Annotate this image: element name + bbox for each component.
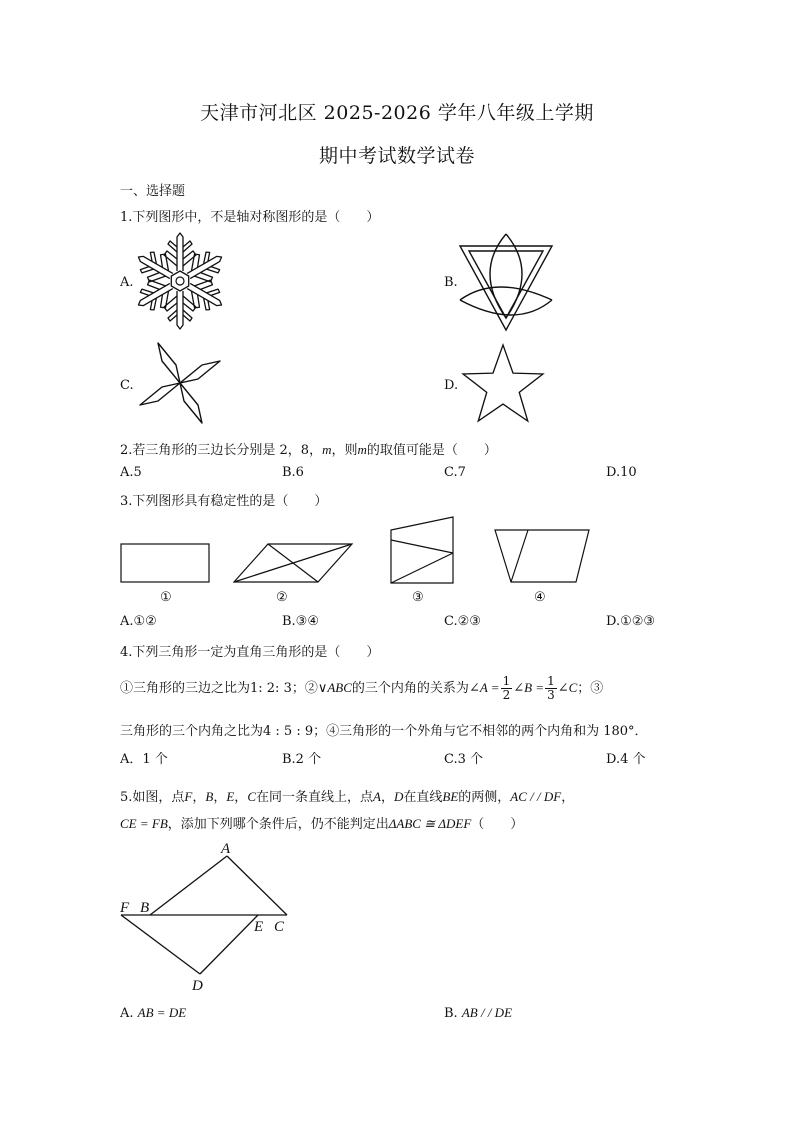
q3-option-b: B.③④ bbox=[282, 614, 319, 629]
q3-option-d: D.①②③ bbox=[606, 614, 656, 629]
q5-line-1: 5.如图，点F，B，E，C在同一条直线上，点A，D在直线BE的两侧，AC / / DF， bbox=[120, 789, 575, 805]
q5-diagram-label-a: A bbox=[221, 841, 231, 857]
q5-diagram-label-d: D bbox=[192, 978, 203, 994]
q2-stem-c: 的取值可能是（ ） bbox=[366, 443, 497, 458]
q5-option-a bbox=[120, 1005, 186, 1021]
q5-line1-c: 在直线 bbox=[403, 790, 443, 805]
q5-point-b: B bbox=[205, 789, 214, 804]
q5-relation-ac-parallel-df: AC / / DF bbox=[510, 789, 562, 804]
q5-diagram-label-f: F bbox=[120, 900, 130, 916]
q5-point-c: C bbox=[247, 789, 256, 804]
q3-figure-label-3: ③ bbox=[412, 590, 424, 605]
q3-figure-label-1: ① bbox=[160, 590, 172, 605]
q2-stem-b: ，则 bbox=[331, 443, 358, 458]
q3-figure-label-4: ④ bbox=[534, 590, 546, 605]
q5-option-b-label: B. bbox=[444, 1006, 458, 1021]
q5-segment-be: BE bbox=[442, 789, 459, 804]
q4-angle-b: ∠B = bbox=[513, 680, 545, 695]
q4-angle-c: ∠C bbox=[557, 680, 578, 695]
q1-stem: 1.下列图形中，不是轴对称图形的是（ ） bbox=[120, 210, 380, 225]
q5-congruence: ΔABC ≅ ΔDEF bbox=[388, 816, 472, 831]
q4-condition-line-2: 三角形的三个内角之比为4 : 5 : 9；④三角形的一个外角与它不相邻的两个内角和为 180°． bbox=[120, 724, 648, 739]
q4-triangle-abc: ∨ABC bbox=[317, 680, 352, 695]
q2-option-b: B.6 bbox=[282, 465, 304, 480]
q5-line2-b: （ ） bbox=[471, 817, 524, 832]
title-line-1: 天津市河北区 2025-2026 学年八年级上学期 bbox=[200, 102, 594, 124]
q5-line1-a: 5.如图，点 bbox=[120, 790, 185, 805]
q5-option-b-math: AB / / DE bbox=[461, 1005, 513, 1020]
q4-line1-b: 的三个内角的关系为 bbox=[351, 681, 469, 696]
q4-option-d: D.4 个 bbox=[606, 752, 646, 767]
q5-relation-ce-eq-fb: CE = FB bbox=[120, 816, 168, 831]
q4-stem: 4.下列三角形一定为直角三角形的是（ ） bbox=[120, 645, 380, 660]
q5-option-a-math: AB = DE bbox=[137, 1005, 187, 1020]
q4-option-a: A．1 个 bbox=[120, 752, 168, 767]
q2-option-d: D.10 bbox=[606, 465, 637, 480]
q2-stem-a: 2.若三角形的三边长分别是 2，8， bbox=[120, 443, 323, 458]
q5-point-e: E bbox=[226, 789, 235, 804]
section-heading: 一、选择题 bbox=[120, 184, 186, 199]
q5-diagram-label-c: C bbox=[274, 919, 285, 935]
q4-line1-c: ；③ bbox=[577, 681, 604, 696]
q4-option-b: B.2 个 bbox=[282, 752, 322, 767]
q3-option-a: A.①② bbox=[120, 614, 157, 629]
q4-line1-a: ①三角形的三边之比为1: 2: 3；② bbox=[120, 681, 318, 696]
q5-diagram-label-b: B bbox=[140, 900, 150, 916]
title-line-2: 期中考试数学试卷 bbox=[318, 145, 475, 167]
q5-option-b bbox=[444, 1005, 512, 1021]
q5-line1-d: 的两侧， bbox=[458, 790, 511, 805]
q1-option-b-label: B. bbox=[444, 275, 458, 290]
q1-option-c-label: C. bbox=[120, 378, 134, 393]
q5-point-a: A bbox=[373, 789, 381, 804]
q2-var-m: m bbox=[322, 442, 332, 457]
q2-option-a: A.5 bbox=[120, 465, 142, 480]
q5-line2-a: ，添加下列哪个条件后，仍不能判定出 bbox=[167, 817, 389, 832]
q4-angle-a: ∠A = bbox=[468, 680, 500, 695]
q4-fraction-third: $\frac{1}{3}$ bbox=[547, 674, 555, 702]
q4-fraction-half: $\frac{1}{2}$ bbox=[502, 674, 511, 702]
q5-point-f: F bbox=[184, 789, 193, 804]
q1-option-a-label: A. bbox=[120, 275, 134, 290]
q4-option-c: C.3 个 bbox=[444, 752, 484, 767]
q5-line1-b: 在同一条直线上，点 bbox=[255, 790, 373, 805]
q5-point-d: D bbox=[393, 789, 404, 804]
q2-option-c: C.7 bbox=[444, 465, 466, 480]
q2-var-m-2: m bbox=[357, 442, 367, 457]
q1-option-d-label: D. bbox=[444, 378, 459, 393]
q3-option-c: C.②③ bbox=[444, 614, 481, 629]
q3-figure-label-2: ② bbox=[276, 590, 288, 605]
q5-diagram-label-e: E bbox=[254, 919, 264, 935]
q5-option-a-label: A. bbox=[120, 1006, 134, 1021]
q3-stem: 3.下列图形具有稳定性的是（ ） bbox=[120, 494, 328, 509]
